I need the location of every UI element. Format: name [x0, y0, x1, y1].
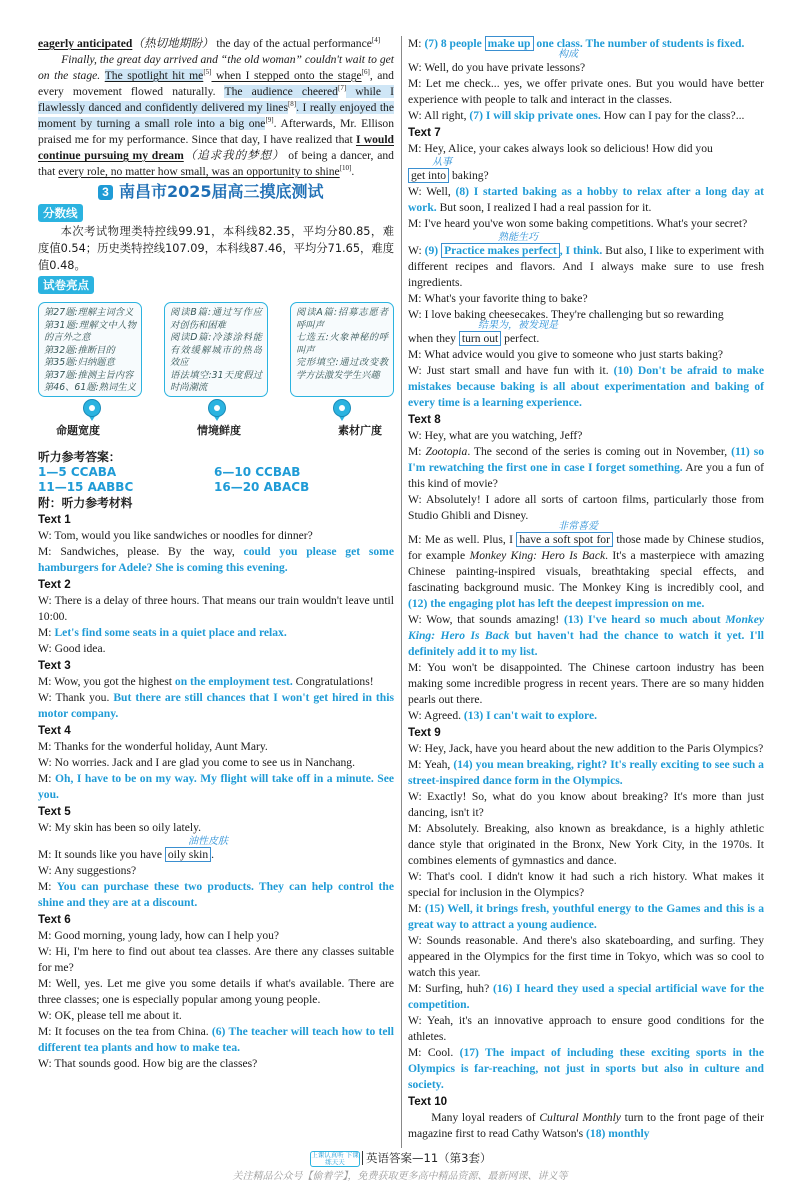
- dialogue-line: W: Sounds reasonable. And there's also skateboarding, and surfing. They appeared in the Olympics for the first time in Tokyo, which was so cool to watch this year.: [408, 934, 764, 979]
- dialogue-line: M: Let me check... yes, we offer private ones. But you would have better experience with people to talk and interact in the classes.: [408, 77, 764, 106]
- feature-label: 情境鲜度: [197, 424, 241, 437]
- passage-line: [408, 1110, 764, 1142]
- text: , and every movement flowed naturally.: [38, 69, 394, 98]
- listening-answers-header: 听力参考答案：: [38, 450, 121, 464]
- footnote-marker: [7]: [337, 84, 347, 93]
- dialogue-line: W: Exactly! So, what do you know about breaking? It's more than just dancing, isn't it?: [408, 790, 764, 819]
- section-title: [98, 184, 394, 200]
- map-pin-icon: [330, 399, 354, 423]
- dialogue-line: W: I love baking cheesecakes. They're challenging but so rewarding: [408, 308, 724, 321]
- dialogue-line: W: There is a delay of three hours. That means our train wouldn't leave until 10:00.: [38, 594, 394, 623]
- text-heading: Text 9: [408, 726, 441, 739]
- dialogue-line: [38, 1024, 394, 1056]
- annotation-note: 从事: [432, 157, 452, 168]
- movie-title: Monkey King: Hero Is Back: [469, 549, 606, 562]
- dialogue-line: [38, 674, 394, 690]
- boxed-phrase: turn out: [459, 331, 501, 346]
- dialogue-line: [408, 36, 764, 52]
- text: when I stepped onto the stage: [211, 69, 362, 82]
- footnote-marker: [10]: [339, 164, 352, 173]
- dialogue-line: W: Hey, Jack, have you heard about the new addition to the Paris Olympics?: [408, 742, 764, 755]
- dialogue-line: M: Good morning, young lady, how can I help you?: [38, 929, 280, 942]
- annotation-note: 油性皮肤: [188, 836, 228, 847]
- dialogue-line: [408, 757, 764, 789]
- text-heading: Text 4: [38, 724, 71, 737]
- phrase-pursuing-dream: I would continue pursuing my dream: [38, 133, 394, 162]
- movie-title: Monkey King: Hero Is Back: [408, 613, 764, 642]
- text: M:: [408, 445, 426, 458]
- text: M:: [38, 880, 57, 893]
- key-sentence: (13) I've heard so much about: [563, 613, 726, 626]
- key-sentence: could you please get some hamburgers for Adele? She is coming this evening.: [38, 545, 394, 574]
- dialogue-line: [408, 243, 764, 291]
- answer-group: 6—10 CCBAB: [214, 465, 301, 479]
- text: .: [211, 848, 215, 861]
- feature-label: 素材广度: [338, 424, 382, 437]
- key-sentence: (9): [424, 244, 442, 257]
- text: those made by Chinese studios, for example: [408, 533, 764, 562]
- text: W: Wow, that sounds amazing!: [408, 613, 564, 626]
- dialogue-line: [408, 981, 764, 1013]
- text: How can I pay for the class?...: [600, 109, 745, 122]
- answer-row: [38, 480, 394, 495]
- section-title-text: 南昌市2025届高三摸底测试: [119, 182, 324, 201]
- key-sentence: (7) 8 people: [424, 37, 485, 50]
- annotation-note: 熟能生巧: [498, 232, 538, 243]
- text: when they: [408, 332, 459, 345]
- footnote-marker: [8]: [287, 100, 297, 109]
- annotation-note: 结果为，被发现是: [478, 320, 558, 331]
- text: But also, I like to experiment with different recipes and flavors. And I always make sure to use fresh ingredients.: [408, 244, 765, 289]
- key-sentence: (11) so I'm rewatching the first one in case I forget something.: [408, 445, 764, 474]
- footnote-marker: [6]: [361, 68, 370, 77]
- key-sentence: (7) I will skip private ones.: [469, 109, 601, 122]
- text: W: Just start small and have fun with it.: [408, 364, 614, 377]
- text: M: It focuses on the tea from China.: [38, 1025, 212, 1038]
- key-sentence: Oh, I have to be on my way. My flight will take off in a minute. See you.: [38, 772, 394, 801]
- map-pin-icon: [80, 399, 104, 423]
- footer-note: 关注精品公众号【偷着学】，免费获取更多高中精品资源、最新网课、讲义等: [232, 1171, 568, 1182]
- dialogue-line: [38, 879, 394, 911]
- highlight-phrase: The audience cheered: [224, 85, 338, 98]
- dialogue-line: W: That's cool. I didn't know it had such a rich history. What makes it special for inclusion in the Olympics?: [408, 870, 764, 899]
- dialogue-line: W: Hi, I'm here to find out about tea classes. Are there any classes suitable for me?: [38, 945, 394, 974]
- text-heading: Text 10: [408, 1095, 448, 1108]
- underlined-phrase: every role, no matter how small, was an opportunity to shine: [58, 165, 340, 178]
- highlight-phrase: The spotlight hit me: [104, 69, 204, 82]
- text-heading: Text 3: [38, 659, 71, 672]
- key-sentence: one class. The number of students is fixed.: [533, 37, 745, 50]
- dialogue-line: [408, 532, 764, 612]
- dialogue-line: M: What's your favorite thing to bake?: [408, 292, 588, 305]
- dialogue-line: W: Absolutely! I adore all sorts of cartoon films, particularly those from Studio Ghibli and Disney.: [408, 493, 764, 522]
- text-heading: Text 8: [408, 413, 441, 426]
- dialogue-line: W: Hey, what are you watching, Jeff?: [408, 429, 583, 442]
- key-sentence: (6) The teacher will teach how to tell different tea plants and how to make tea.: [38, 1025, 395, 1054]
- annotation-note: 构成: [558, 49, 578, 60]
- text: M:: [408, 902, 425, 915]
- text: W:: [408, 244, 425, 257]
- text: W: Agreed.: [408, 709, 464, 722]
- feature-labels: [38, 423, 394, 439]
- phrase-eagerly-anticipated: eagerly anticipated: [38, 37, 133, 50]
- text: M: Me as well. Plus, I: [408, 533, 517, 546]
- text: M:: [38, 626, 55, 639]
- text: Finally, the great day arrived and “the old woman” couldn't wait to get on the stage.: [38, 53, 394, 82]
- dialogue-line: W: No worries. Jack and I are glad you come to see us in Nanchang.: [38, 756, 356, 769]
- highlight-card-2: 阅读B篇:通过写作应对创伤和困难 阅读D篇:冷漆涂料能有效缓解城市的热岛效应 语法填空:31天度假过时尚潮流: [164, 302, 268, 397]
- text: W: Thank you.: [38, 691, 114, 704]
- key-sentence: (13) I can't wait to explore.: [463, 709, 598, 722]
- answer-group: 1—5 CCABA: [38, 465, 117, 479]
- text: . The second of the series is coming out in November,: [467, 445, 732, 458]
- left-column: [38, 36, 394, 1072]
- key-sentence: (16) I heard they used a special artificial wave for the competition.: [408, 982, 764, 1011]
- dialogue-line: [408, 444, 764, 492]
- dialogue-line: W: That sounds good. How big are the classes?: [38, 1057, 258, 1070]
- annotation-note: 非常喜爱: [558, 521, 598, 532]
- highlight-phrase: while I flawlessly danced and confidently delivered my lines: [38, 85, 395, 114]
- answer-row: [38, 465, 394, 480]
- text: W: Well,: [408, 185, 456, 198]
- key-sentence: (8) I started baking as a hobby to relax after a long day at work.: [408, 185, 764, 214]
- text: M: Wow, you got the highest: [38, 675, 175, 688]
- key-sentence: Let's find some seats in a quiet place and relax.: [54, 626, 287, 639]
- key-sentence: You can purchase these two products. They can help control the shine and they are at a discount.: [38, 880, 394, 909]
- boxed-phrase: oily skin: [165, 847, 211, 862]
- dialogue-line: [408, 184, 764, 216]
- text: But soon, I realized I had a real passion for it.: [436, 201, 652, 214]
- key-sentence: (10) Don't be afraid to make mistakes because baking is all about experimentation and baking of every time is a learning experience.: [408, 364, 764, 409]
- page-number: 英语答案—11（第3套）: [366, 1151, 492, 1165]
- text: M:: [408, 37, 425, 50]
- dialogue-line: M: Absolutely. Breaking, also known as breakdance, is a highly athletic dance style that originated in the Bronx, New York City, in the 1970s. It combines elements of gymnastics and dance.: [408, 822, 764, 867]
- dialogue-line: [408, 612, 764, 660]
- answer-group: 16—20 ABACB: [214, 480, 310, 494]
- text: perfect.: [501, 332, 540, 345]
- story-paragraph-1: [38, 36, 394, 52]
- text: W: All right,: [408, 109, 470, 122]
- highlight-phrase: . I really enjoyed the moment by turning a small role into a big one: [38, 101, 394, 130]
- key-sentence: (12) the engaging plot has left the deepest impression on me.: [408, 597, 705, 610]
- dialogue-line: [38, 625, 394, 641]
- dialogue-line: M: Well, yes. Let me give you some details if what's available. There are three classes; one is especially popular among young people.: [38, 977, 394, 1006]
- text: Many loyal readers of: [431, 1111, 540, 1124]
- text: the day of the actual performance: [213, 37, 372, 50]
- dialogue-line: [38, 771, 394, 803]
- dialogue-line: W: OK, please tell me about it.: [38, 1009, 182, 1022]
- dialogue-line: [38, 690, 394, 722]
- gloss: （热切地期盼）: [132, 37, 214, 50]
- text: Are you a fun of this kind of movie?: [408, 461, 764, 490]
- answer-group: 11—15 AABBC: [38, 480, 134, 494]
- text: M: It sounds like you have: [38, 848, 165, 861]
- text: .: [351, 165, 355, 178]
- key-sentence: (14) you mean breaking, right? It's really exciting to see such a street-inspired dance form in the Olympics.: [408, 758, 764, 787]
- text: M: Cool.: [408, 1046, 460, 1059]
- dialogue-line: [408, 901, 764, 933]
- dialogue-line: [408, 108, 764, 124]
- feature-label: 命题宽度: [56, 424, 100, 437]
- dialogue-line: [408, 168, 764, 184]
- magazine-title: Cultural Monthly: [539, 1111, 621, 1124]
- text: turn to the front page of their magazine first to read Cathy Watson's: [408, 1111, 765, 1140]
- boxed-phrase: have a soft spot for: [516, 532, 613, 547]
- boxed-phrase: Practice makes perfect: [441, 243, 560, 258]
- footnote-marker: [5]: [203, 68, 212, 77]
- exam-highlights-tag: 试卷亮点: [38, 276, 94, 294]
- highlight-card-1: 第27题:理解主词含义 第31题:理解文中人物的言外之意 第32题:推断目的 第35题:归纳题意 第37题:推测主旨内容 第46、61题:熟词生义: [38, 302, 142, 397]
- boxed-phrase: make up: [485, 36, 534, 51]
- story-paragraph-2: [38, 52, 394, 180]
- footnote-marker: [4]: [371, 36, 381, 45]
- text: . Afterwards, Mr. Ellison praised me for my performance. Since that day, I have realized that: [38, 117, 394, 146]
- dialogue-line: M: Thanks for the wonderful holiday, Aunt Mary.: [38, 740, 268, 753]
- text: baking?: [449, 169, 489, 182]
- key-sentence: (15) Well, it brings fresh, youthful energy to the Games and this is a great way to attract a young audience.: [408, 902, 764, 931]
- key-sentence: on the employment test.: [174, 675, 293, 688]
- text-heading: Text 1: [38, 513, 71, 526]
- text: of being a dancer, and that: [38, 149, 394, 178]
- dialogue-line: [38, 847, 394, 863]
- dialogue-line: [408, 1045, 764, 1093]
- dialogue-line: M: What advice would you give to someone who just starts baking?: [408, 348, 724, 361]
- text: M: Surfing, huh?: [408, 982, 493, 995]
- dialogue-line: W: Yeah, it's an innovative approach to ensure good conditions for the athletes.: [408, 1014, 764, 1043]
- highlight-card-3: 阅读A篇:招募志愿者呼叫声 七选五:火象神秘的呼叫声 完形填空:通过改变教学方法激发学生兴趣: [290, 302, 394, 397]
- text-heading: Text 5: [38, 805, 71, 818]
- dialogue-line: [408, 331, 764, 347]
- dialogue-line: W: Well, do you have private lessons?: [408, 61, 586, 74]
- dialogue-line: W: Good idea.: [38, 642, 106, 655]
- publisher-logo: 上课认真听 下课练天天: [311, 1151, 359, 1166]
- dialogue-line: [408, 363, 764, 411]
- text: M: Sandwiches, please. By the way,: [38, 545, 244, 558]
- gloss: （追求我的梦想）: [183, 149, 285, 162]
- dialogue-line: [38, 544, 394, 576]
- text: . It's a masterpiece with amazing Chinese painting-inspired visuals, breathtaking special effects, and fascinating background music. The Monkey King is incredibly cool, and: [408, 549, 764, 594]
- key-sentence: (17) The impact of including these exciting sports in the Olympics is far-reaching, not just in sports but also in culture and society.: [408, 1046, 764, 1091]
- highlight-cards: [38, 302, 394, 397]
- footer-divider: [362, 1151, 363, 1165]
- text-heading: Text 2: [38, 578, 71, 591]
- boxed-phrase: get into: [408, 168, 449, 183]
- dialogue-line: W: Tom, would you like sandwiches or noodles for dinner?: [38, 529, 313, 542]
- column-divider: [401, 36, 402, 1148]
- movie-title: Zootopia: [425, 445, 468, 458]
- dialogue-line: [408, 708, 764, 724]
- text: M:: [38, 772, 56, 785]
- score-line-text: 本次考试物理类特控线99.91，本科线82.35，平均分80.85，难度值0.54；历史类特控线107.09，本科线87.46，平均分71.65，难度值0.48。: [38, 225, 394, 272]
- score-line-tag: 分数线: [38, 204, 83, 222]
- dialogue-line: M: Hey, Alice, your cakes always look so delicious! How did you: [408, 142, 713, 155]
- right-column: [408, 36, 764, 1142]
- dialogue-line: W: My skin has been so oily lately.: [38, 821, 202, 834]
- map-pin-icon: [205, 399, 229, 423]
- section-number-badge: 3: [98, 185, 113, 200]
- text-heading: Text 7: [408, 126, 441, 139]
- dialogue-line: M: I've heard you've won some baking competitions. What's your secret?: [408, 217, 748, 230]
- dialogue-line: M: You won't be disappointed. The Chinese cartoon industry has been making some incredible progress in recent years. There are so many hidden pearls out there.: [408, 661, 764, 706]
- text: Congratulations!: [292, 675, 374, 688]
- key-sentence: but haven't had the chance to watch it yet. I'll definitely add it to my list.: [408, 629, 764, 658]
- key-sentence: (18) monthly: [586, 1127, 650, 1140]
- key-sentence: But there are still chances that I won't get hired in this motor company.: [38, 691, 394, 720]
- text-heading: Text 6: [38, 913, 71, 926]
- key-sentence: , I think.: [559, 244, 603, 257]
- footnote-marker: [9]: [265, 116, 274, 125]
- text: M: Yeah,: [408, 758, 454, 771]
- location-pins: [38, 399, 394, 423]
- dialogue-line: W: Any suggestions?: [38, 864, 137, 877]
- listening-material-header: 附：听力参考材料: [38, 496, 133, 510]
